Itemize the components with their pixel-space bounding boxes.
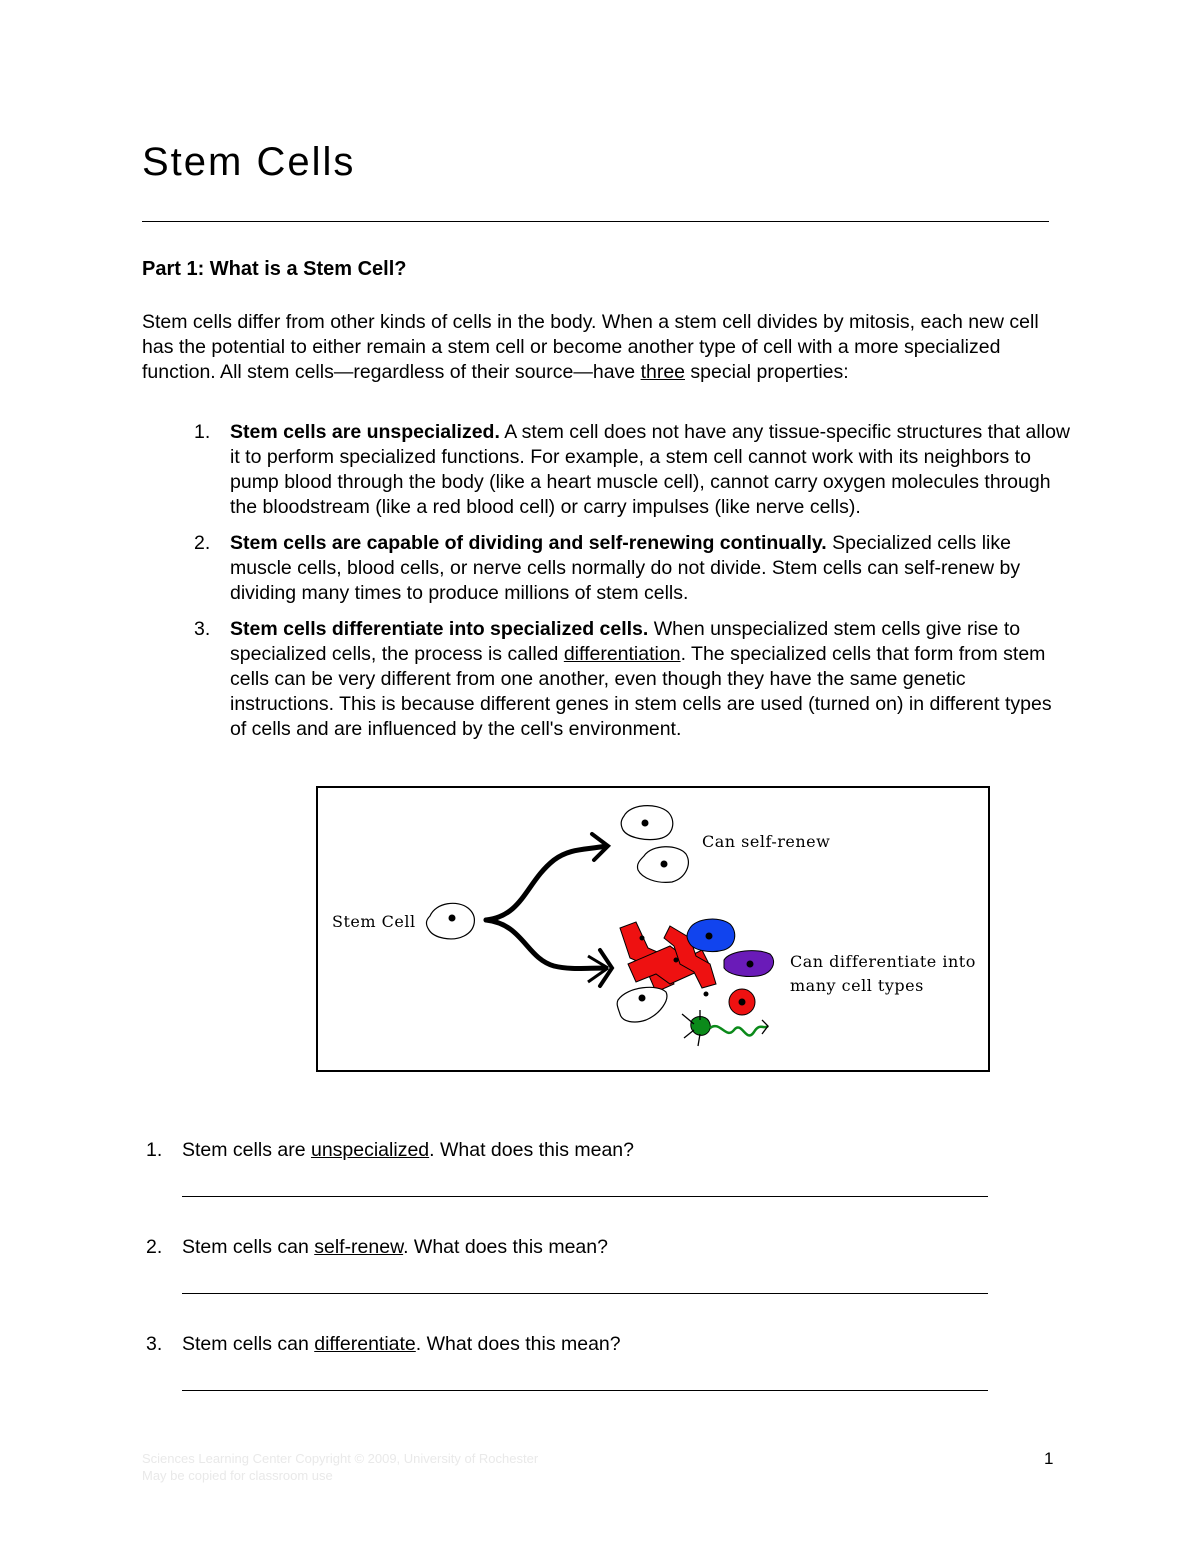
question-text-before: Stem cells can xyxy=(182,1236,315,1258)
self-renew-label: Can self-renew xyxy=(702,832,831,851)
stem-cell-label: Stem Cell xyxy=(332,912,416,931)
property-number: 2. xyxy=(194,532,211,554)
question-term: self-renew xyxy=(314,1236,404,1258)
muscle-nucleus xyxy=(704,992,709,997)
muscle-nucleus xyxy=(640,936,645,941)
questions-list xyxy=(142,1138,1042,1429)
answer-line[interactable] xyxy=(182,1293,988,1294)
property-item xyxy=(142,531,1072,606)
property-underlined-term: differentiation xyxy=(563,643,681,665)
property-bold: Stem cells differentiate into specialized cells. xyxy=(230,618,649,640)
question-text-before: Stem cells can xyxy=(182,1333,315,1355)
footer xyxy=(142,1450,538,1484)
question-number: 2. xyxy=(146,1236,163,1258)
nerve-axon xyxy=(710,1026,768,1035)
question-term: unspecialized xyxy=(310,1139,430,1161)
question-item xyxy=(142,1235,1042,1332)
question-item xyxy=(142,1138,1042,1235)
differentiate-label-line2: many cell types xyxy=(790,976,924,995)
question-item xyxy=(142,1332,1042,1429)
answer-line[interactable] xyxy=(182,1196,988,1197)
red-blood-cell-center xyxy=(739,999,746,1006)
page-number: 1 xyxy=(1044,1449,1054,1468)
question-text-after: . What does this mean? xyxy=(415,1333,621,1355)
diagram-artwork xyxy=(318,788,988,1070)
self-renew-nucleus-top xyxy=(642,820,649,827)
blue-cell-nucleus xyxy=(706,933,713,940)
property-text-before: When unspecialized stem cells give rise to specialized cells, the process is called xyxy=(230,618,1021,665)
intro-text-after: special properties: xyxy=(685,361,849,383)
intro-underlined-word: three xyxy=(640,361,686,383)
purple-cell-nucleus xyxy=(747,961,754,968)
intro-paragraph xyxy=(142,310,1072,385)
nerve-cell xyxy=(682,1010,768,1046)
self-renew-nucleus-bottom xyxy=(661,861,668,868)
white-cell-nucleus xyxy=(639,995,646,1002)
answer-line[interactable] xyxy=(182,1390,988,1391)
property-text: A stem cell does not have any tissue-specific structures that allow it to perform specialized functions. For example, a stem cell cannot work with its neighbors to pump blood through the body (like a heart muscle cell), cannot carry oxygen molecules through the bloodstream (like a red blood cell) or carry impulses (like nerve cells). xyxy=(230,421,1070,518)
property-text: Specialized cells like muscle cells, blood cells, or nerve cells normally do not divide. Stem cells can self-renew by dividing many times to produce millions of stem cells. xyxy=(230,532,1021,604)
footer-line-2: May be copied for classroom use xyxy=(142,1468,333,1483)
page-title: Stem Cells xyxy=(142,140,356,184)
property-bold: Stem cells are unspecialized. xyxy=(230,421,500,443)
footer-line-1: Sciences Learning Center Copyright © 2009, University of Rochester xyxy=(142,1451,539,1466)
property-number: 1. xyxy=(194,421,211,443)
differentiate-label-line1: Can differentiate into xyxy=(790,952,976,971)
muscle-nucleus xyxy=(674,958,679,963)
stem-cell-nucleus xyxy=(449,915,456,922)
property-item xyxy=(142,420,1072,520)
properties-list xyxy=(142,420,1072,753)
stem-cell-diagram xyxy=(316,786,990,1072)
question-text-before: Stem cells are xyxy=(182,1139,311,1161)
question-term: differentiate xyxy=(314,1333,416,1355)
property-text-after: . The specialized cells that form from stem cells can be very different from one another, even though they have the same genetic instructions. This is because different genes in stem cells are used (turned on) in different types of cells and are influenced by the cell's environment. xyxy=(230,643,1052,740)
property-number: 3. xyxy=(194,618,211,640)
property-bold: Stem cells are capable of dividing and self-renewing continually. xyxy=(230,532,827,554)
branch-arrow-lower xyxy=(486,920,606,969)
branch-arrow-upper xyxy=(486,846,606,920)
question-number: 3. xyxy=(146,1333,163,1355)
question-number: 1. xyxy=(146,1139,163,1161)
intro-text-before: Stem cells differ from other kinds of cells in the body. When a stem cell divides by mitosis, each new cell has the potential to either remain a stem cell or become another type of cell with a more specialized function. All stem cells—regardless of their source—have xyxy=(142,311,1039,383)
question-text-after: . What does this mean? xyxy=(429,1139,634,1161)
property-item xyxy=(142,617,1072,742)
part-heading: Part 1: What is a Stem Cell? xyxy=(142,258,407,280)
differentiated-cell-white xyxy=(617,987,667,1022)
title-divider xyxy=(142,221,1049,222)
question-text-after: . What does this mean? xyxy=(403,1236,608,1258)
